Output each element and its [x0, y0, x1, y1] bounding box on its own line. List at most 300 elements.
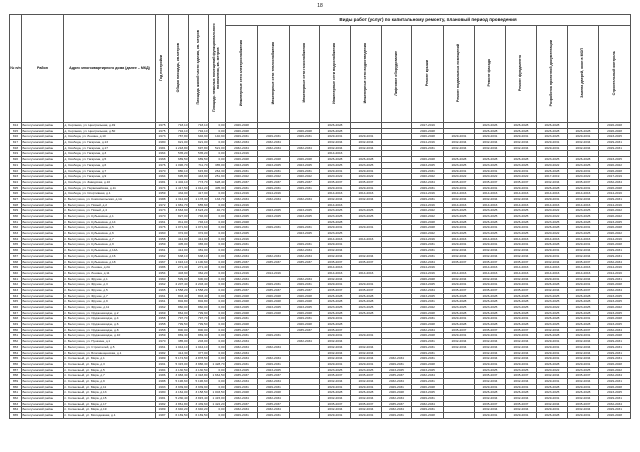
cell-work-period: [290, 413, 320, 419]
cell-work-period: 2032-2034: [444, 248, 475, 254]
cell-nonliving-area: 0,00: [209, 333, 226, 339]
cell-work-period: 2029-2031: [444, 316, 475, 322]
cell-work-period: 2026-2028: [537, 413, 568, 419]
cell-work-period: 2026-2028: [599, 123, 631, 129]
cell-number: 825: [10, 185, 22, 191]
cell-work-period: 2023-2025: [568, 367, 599, 373]
cell-work-period: 2026-2028: [444, 293, 475, 299]
cell-total-area: 1 096,70: [169, 162, 189, 168]
cell-work-period: 2029-2031: [537, 276, 568, 282]
cell-work-period: 2014-2016: [475, 236, 506, 242]
cell-total-area: 827,00: [169, 214, 189, 220]
cell-total-area: 718,10: [169, 123, 189, 129]
cell-work-period: 2023-2025: [599, 322, 631, 328]
cell-district: Белогучинский район: [22, 157, 64, 163]
cell-work-period: 2026-2028: [351, 390, 382, 396]
cell-number: 821: [10, 162, 22, 168]
cell-work-period: 2032-2034: [351, 407, 382, 413]
cell-year: 1987: [156, 413, 169, 419]
cell-work-period: 2029-2031: [258, 282, 290, 288]
cell-work-period: 2014-2016: [568, 191, 599, 197]
cell-address: д. Сергаево, ул. Центральная, д.49: [64, 123, 156, 129]
cell-work-period: 2014-2016: [537, 270, 568, 276]
cell-total-area: 860,00: [169, 305, 189, 311]
cell-work-period: 2029-2031: [599, 396, 631, 402]
cell-living-area: 271,40: [189, 265, 209, 271]
cell-district: Белогучинский район: [22, 396, 64, 402]
cell-work-period: 2029-2031: [506, 134, 537, 140]
cell-year: 1962: [156, 282, 169, 288]
cell-work-period: 2032-2034: [351, 196, 382, 202]
cell-total-area: 1 218,80: [169, 145, 189, 151]
cell-work-period: 2014-2016: [320, 202, 351, 208]
cell-work-period: 2035-2037: [226, 327, 258, 333]
cell-work-period: 2035-2037: [568, 373, 599, 379]
cell-work-period: 2029-2031: [290, 185, 320, 191]
cell-number: 838: [10, 259, 22, 265]
cell-work-period: 2023-2025: [226, 214, 258, 220]
cell-work-period: 2032-2034: [320, 140, 351, 146]
cell-work-period: 2014-2016: [226, 151, 258, 157]
cell-district: Белогучинский район: [22, 344, 64, 350]
cell-total-area: 2 207,40: [169, 282, 189, 288]
cell-work-period: 2026-2028: [412, 333, 444, 339]
cell-work-period: 2035-2037: [444, 287, 475, 293]
cell-work-period: 2032-2034: [506, 356, 537, 362]
cell-work-period: 2029-2031: [290, 316, 320, 322]
cell-work-period: 2029-2031: [412, 407, 444, 413]
cell-work-period: 2029-2031: [290, 225, 320, 231]
cell-address: п. Солнечный, ул. Мира, д.1: [64, 356, 156, 362]
cell-work-period: 2032-2034: [506, 407, 537, 413]
cell-work-period: 2032-2034: [568, 344, 599, 350]
cell-address: п. Белогучино, ул. Фрунзе, д.1: [64, 276, 156, 282]
cell-total-area: 787,80: [169, 134, 189, 140]
cell-number: 850: [10, 327, 22, 333]
cell-district: Белогучинский район: [22, 162, 64, 168]
cell-work-period: 2029-2031: [226, 333, 258, 339]
cell-number: 864: [10, 407, 22, 413]
cell-year: 1989: [156, 356, 169, 362]
cell-work-period: 2026-2028: [351, 157, 382, 163]
cell-total-area: 3 940,20: [169, 407, 189, 413]
cell-work-period: 2014-2016: [444, 270, 475, 276]
cell-district: Белогучинский район: [22, 270, 64, 276]
cell-year: 1958: [156, 236, 169, 242]
cell-work-period: 2026-2028: [412, 219, 444, 225]
cell-work-period: 2023-2025: [537, 299, 568, 305]
cell-district: Белогучинский район: [22, 202, 64, 208]
cell-year: 1975: [156, 123, 169, 129]
cell-living-area: 803,40: [189, 293, 209, 299]
cell-work-period: 2026-2028: [568, 128, 599, 134]
cell-nonliving-area: 0,00: [209, 327, 226, 333]
cell-work-period: 2026-2028: [568, 299, 599, 305]
cell-work-period: 2029-2031: [290, 242, 320, 248]
cell-work-period: 2029-2031: [537, 350, 568, 356]
cell-work-period: 2029-2031: [320, 185, 351, 191]
cell-work-period: 2023-2025: [568, 305, 599, 311]
cell-work-period: 2029-2031: [568, 185, 599, 191]
cell-work-period: 2032-2034: [290, 339, 320, 345]
cell-work-period: 2032-2034: [568, 356, 599, 362]
cell-work-period: 2032-2034: [506, 248, 537, 254]
cell-work-period: [444, 413, 475, 419]
cell-year: 1986: [156, 265, 169, 271]
cell-district: Белогучинский район: [22, 236, 64, 242]
cell-work-period: 2032-2034: [351, 344, 382, 350]
cell-work-period: 2026-2028: [412, 225, 444, 231]
cell-work-period: 2035-2037: [475, 327, 506, 333]
cell-work-period: 2035-2037: [382, 401, 412, 407]
cell-work-period: 2029-2031: [320, 333, 351, 339]
cell-work-period: 2029-2031: [258, 361, 290, 367]
cell-work-period: 2032-2034: [568, 253, 599, 259]
cell-work-period: 2032-2034: [290, 196, 320, 202]
cell-address: п. Солнечный, ул. Мира, д.15: [64, 396, 156, 402]
cell-work-period: 2023-2025: [537, 134, 568, 140]
cell-work-period: 2032-2034: [444, 253, 475, 259]
cell-work-period: 2023-2025: [226, 305, 258, 311]
cell-year: 1961: [156, 299, 169, 305]
cell-work-period: 2035-2037: [226, 373, 258, 379]
cell-nonliving-area: 0,00: [209, 231, 226, 237]
cell-work-period: 2023-2025: [537, 293, 568, 299]
cell-work-period: 2029-2031: [226, 168, 258, 174]
cell-work-period: 2032-2034: [320, 196, 351, 202]
cell-number: 861: [10, 390, 22, 396]
cell-work-period: 2026-2028: [506, 128, 537, 134]
cell-work-period: 2032-2034: [506, 396, 537, 402]
cell-work-period: 2032-2034: [320, 396, 351, 402]
cell-work-period: 2029-2031: [320, 384, 351, 390]
cell-work-period: 2032-2034: [599, 327, 631, 333]
cell-work-period: 2029-2031: [599, 339, 631, 345]
cell-work-period: 2026-2028: [537, 316, 568, 322]
cell-number: 858: [10, 373, 22, 379]
cell-work-period: 2029-2031: [351, 225, 382, 231]
cell-year: 1989: [156, 407, 169, 413]
cell-total-area: 3 663,90: [169, 208, 189, 214]
cell-work-period: 2029-2031: [506, 384, 537, 390]
cell-nonliving-area: 0,00: [209, 219, 226, 225]
cell-address: д. Свобода, ул. Гагарина, д.6: [64, 162, 156, 168]
cell-work-period: 2023-2025: [475, 367, 506, 373]
cell-living-area: 615,80: [189, 168, 209, 174]
cell-address: д. Свобода, ул. Гагарина, д.13: [64, 140, 156, 146]
cell-living-area: 412,00: [189, 236, 209, 242]
cell-work-period: 2029-2031: [226, 134, 258, 140]
cell-work-period: 2023-2025: [412, 282, 444, 288]
cell-work-period: 2026-2028: [258, 299, 290, 305]
cell-work-period: 2026-2028: [412, 361, 444, 367]
cell-work-period: 2023-2025: [412, 390, 444, 396]
cell-district: Белогучинский район: [22, 390, 64, 396]
cell-work-period: 2029-2031: [537, 339, 568, 345]
header-work-type: Ремонт фасада: [475, 26, 506, 123]
cell-total-area: 271,40: [169, 265, 189, 271]
cell-work-period: 2023-2025: [290, 208, 320, 214]
cell-work-period: 2035-2037: [320, 179, 351, 185]
cell-work-period: 2032-2034: [506, 196, 537, 202]
cell-work-period: 2023-2025: [226, 231, 258, 237]
cell-address: п. Белогучино, ул. Кубышкина, д.5: [64, 225, 156, 231]
cell-number: 819: [10, 151, 22, 157]
cell-district: Белогучинский район: [22, 253, 64, 259]
cell-living-area: 3 939,90: [189, 384, 209, 390]
cell-work-period: 2023-2025: [412, 367, 444, 373]
cell-work-period: 2014-2016: [444, 236, 475, 242]
cell-living-area: 746,00: [189, 214, 209, 220]
cell-living-area: 697,80: [189, 145, 209, 151]
cell-work-period: 2029-2031: [412, 168, 444, 174]
cell-living-area: 3 815,40: [189, 396, 209, 402]
cell-work-period: 2026-2028: [537, 168, 568, 174]
cell-work-period: 2026-2028: [599, 413, 631, 419]
cell-number: 854: [10, 350, 22, 356]
cell-number: 863: [10, 401, 22, 407]
cell-work-period: 2029-2031: [537, 140, 568, 146]
cell-total-area: 803,40: [169, 293, 189, 299]
cell-total-area: 880,10: [169, 168, 189, 174]
header-work-type: Ремонт крыши: [412, 26, 444, 123]
cell-address: д. Свобода, ул. Гагарина, д.5: [64, 157, 156, 163]
cell-work-period: 2026-2028: [568, 310, 599, 316]
cell-work-period: 2023-2025: [568, 208, 599, 214]
cell-work-period: 2032-2034: [351, 378, 382, 384]
cell-work-period: 2014-2016: [351, 270, 382, 276]
cell-work-period: 2032-2034: [475, 378, 506, 384]
cell-work-period: 2029-2031: [382, 361, 412, 367]
cell-year: 1967: [156, 259, 169, 265]
cell-work-period: 2020-2022: [412, 208, 444, 214]
cell-work-period: 2026-2028: [320, 128, 351, 134]
cell-address: п. Белогучино, ул. Кубышкина, д.16: [64, 253, 156, 259]
cell-work-period: 2035-2037: [226, 259, 258, 265]
cell-year: 1961: [156, 219, 169, 225]
cell-living-area: 794,10: [189, 128, 209, 134]
cell-year: 1993: [156, 384, 169, 390]
cell-number: 823: [10, 174, 22, 180]
cell-total-area: 414,30: [169, 350, 189, 356]
header-living-area: Площадь жилой части здания, кв. метров: [189, 15, 209, 123]
cell-number: 814: [10, 123, 22, 129]
cell-work-period: 2026-2028: [599, 185, 631, 191]
cell-living-area: 802,80: [189, 299, 209, 305]
cell-work-period: 2029-2031: [351, 168, 382, 174]
cell-work-period: 2029-2031: [506, 413, 537, 419]
cell-address: д. Сергаево, ул. Центральная, д.50: [64, 128, 156, 134]
header-nonliving-area: Площадь нежилых помещений функционального назначения, кв. метров: [209, 15, 226, 123]
cell-work-period: 2026-2028: [599, 316, 631, 322]
cell-work-period: 2026-2028: [290, 157, 320, 163]
cell-work-period: 2023-2025: [351, 208, 382, 214]
cell-work-period: 2014-2016: [537, 202, 568, 208]
cell-total-area: 4 130,50: [169, 367, 189, 373]
cell-work-period: 2023-2025: [599, 293, 631, 299]
cell-work-period: 2029-2031: [444, 225, 475, 231]
cell-work-period: 2029-2031: [475, 361, 506, 367]
cell-work-period: 2032-2034: [568, 276, 599, 282]
cell-living-area: 860,00: [189, 305, 209, 311]
cell-year: 1975: [156, 128, 169, 134]
cell-nonliving-area: 0,00: [209, 350, 226, 356]
cell-work-period: 2029-2031: [412, 378, 444, 384]
cell-work-period: 2029-2031: [320, 134, 351, 140]
cell-work-period: 2035-2037: [444, 179, 475, 185]
cell-work-period: 2014-2016: [320, 265, 351, 271]
cell-year: 1964: [156, 151, 169, 157]
cell-work-period: 2026-2028: [475, 390, 506, 396]
cell-nonliving-area: 0,00: [209, 151, 226, 157]
cell-work-period: 2020-2022: [537, 208, 568, 214]
cell-total-area: 599,00: [169, 276, 189, 282]
cell-work-period: 2026-2028: [475, 293, 506, 299]
cell-number: 862: [10, 396, 22, 402]
cell-work-period: 2023-2025: [351, 367, 382, 373]
cell-work-period: 2032-2034: [537, 259, 568, 265]
header-address: Адрес многоквартирного дома (далее – МКД): [64, 15, 156, 123]
cell-address: д. Свобода, ул. Гагарина, д.3: [64, 151, 156, 157]
cell-work-period: 2029-2031: [537, 344, 568, 350]
cell-work-period: 2032-2034: [226, 350, 258, 356]
cell-work-period: 2014-2016: [226, 236, 258, 242]
cell-nonliving-area: 1 664,50: [209, 373, 226, 379]
cell-work-period: 2020-2022: [320, 174, 351, 180]
cell-work-period: 2026-2028: [412, 310, 444, 316]
cell-work-period: 2032-2034: [537, 401, 568, 407]
cell-work-period: 2026-2028: [382, 390, 412, 396]
cell-year: 1973: [156, 134, 169, 140]
cell-work-period: 2032-2034: [351, 145, 382, 151]
cell-work-period: 2032-2034: [226, 145, 258, 151]
cell-work-period: 2035-2037: [506, 287, 537, 293]
cell-work-period: 2026-2028: [226, 157, 258, 163]
cell-work-period: 2029-2031: [226, 413, 258, 419]
cell-work-period: 2029-2031: [506, 361, 537, 367]
cell-address: п. Белогучино, ул. Кубышкина, д.6: [64, 231, 156, 237]
cell-work-period: 2029-2031: [444, 185, 475, 191]
cell-total-area: 695,80: [169, 174, 189, 180]
cell-district: Белогучинский район: [22, 248, 64, 254]
cell-work-period: 2032-2034: [444, 145, 475, 151]
cell-year: 1962: [156, 305, 169, 311]
cell-work-period: 2026-2028: [290, 322, 320, 328]
cell-total-area: 811,00: [169, 219, 189, 225]
cell-work-period: 2035-2037: [506, 327, 537, 333]
cell-number: 847: [10, 310, 22, 316]
cell-work-period: 2035-2037: [320, 401, 351, 407]
cell-work-period: 2032-2034: [444, 344, 475, 350]
cell-work-period: 2026-2028: [475, 128, 506, 134]
cell-work-period: 2014-2016: [506, 191, 537, 197]
cell-year: 1973: [156, 208, 169, 214]
cell-work-period: 2020-2022: [599, 305, 631, 311]
cell-work-period: 2020-2022: [537, 367, 568, 373]
cell-work-period: 2026-2028: [320, 123, 351, 129]
header-total-area: Общая площадь, кв.метров: [169, 15, 189, 123]
cell-total-area: 1 417,50: [169, 185, 189, 191]
cell-nonliving-area: 0,00: [209, 140, 226, 146]
cell-work-period: 2014-2016: [412, 202, 444, 208]
cell-living-area: 600,00: [189, 276, 209, 282]
cell-district: Белогучинский район: [22, 174, 64, 180]
cell-district: Белогучинский район: [22, 287, 64, 293]
cell-year: 1976: [156, 162, 169, 168]
cell-work-period: 2029-2031: [351, 413, 382, 419]
cell-work-period: 2032-2034: [412, 373, 444, 379]
cell-work-period: 2032-2034: [599, 287, 631, 293]
cell-work-period: 2014-2016: [320, 270, 351, 276]
cell-work-period: 2014-2016: [258, 191, 290, 197]
cell-work-period: 2035-2037: [506, 259, 537, 265]
cell-work-period: 2026-2028: [444, 322, 475, 328]
cell-work-period: 2032-2034: [351, 253, 382, 259]
cell-work-period: 2032-2034: [568, 378, 599, 384]
cell-work-period: 2029-2031: [537, 356, 568, 362]
cell-nonliving-area: 0,00: [209, 322, 226, 328]
cell-work-period: 2023-2025: [568, 231, 599, 237]
cell-work-period: 2029-2031: [568, 134, 599, 140]
cell-total-area: 5 196,60: [169, 378, 189, 384]
cell-work-period: 2032-2034: [382, 396, 412, 402]
cell-work-period: 2026-2028: [475, 299, 506, 305]
cell-work-period: 2035-2037: [351, 373, 382, 379]
cell-work-period: 2032-2034: [537, 287, 568, 293]
cell-work-period: 2029-2031: [258, 134, 290, 140]
cell-number: 824: [10, 179, 22, 185]
cell-living-area: 655,60: [189, 202, 209, 208]
cell-work-period: 2032-2034: [320, 339, 351, 345]
cell-work-period: 2032-2034: [475, 396, 506, 402]
cell-work-period: 2023-2025: [475, 231, 506, 237]
cell-work-period: 2023-2025: [320, 231, 351, 237]
cell-work-period: 2020-2022: [506, 174, 537, 180]
cell-work-period: 2032-2034: [226, 356, 258, 362]
cell-work-period: 2023-2025: [506, 367, 537, 373]
cell-work-period: 2023-2025: [258, 367, 290, 373]
cell-work-period: 2029-2031: [444, 242, 475, 248]
cell-work-period: 2026-2028: [537, 384, 568, 390]
cell-work-period: 2026-2028: [599, 128, 631, 134]
cell-work-period: 2035-2037: [506, 401, 537, 407]
cell-total-area: 864,00: [169, 310, 189, 316]
cell-work-period: 2026-2028: [599, 333, 631, 339]
cell-work-period: 2014-2016: [412, 270, 444, 276]
cell-work-period: 2035-2037: [568, 287, 599, 293]
cell-work-period: 2029-2031: [351, 361, 382, 367]
cell-work-period: 2029-2031: [351, 333, 382, 339]
cell-number: 853: [10, 344, 22, 350]
cell-nonliving-area: 0,00: [209, 248, 226, 254]
cell-work-period: 2026-2028: [568, 390, 599, 396]
cell-work-period: 2014-2016: [412, 191, 444, 197]
cell-work-period: 2032-2034: [599, 373, 631, 379]
cell-work-period: 2029-2031: [506, 168, 537, 174]
cell-district: Белогучинский район: [22, 356, 64, 362]
cell-year: 1961: [156, 293, 169, 299]
cell-district: Белогучинский район: [22, 293, 64, 299]
cell-total-area: 385,00: [169, 339, 189, 345]
cell-number: 822: [10, 168, 22, 174]
cell-work-period: 2023-2025: [506, 208, 537, 214]
cell-work-period: 2026-2028: [444, 310, 475, 316]
cell-work-period: 2032-2034: [226, 196, 258, 202]
header-work-type: Инженерные сети водоотведения: [351, 26, 382, 123]
cell-district: Белогучинский район: [22, 185, 64, 191]
cell-work-period: 2035-2037: [475, 401, 506, 407]
cell-year: 1974: [156, 185, 169, 191]
